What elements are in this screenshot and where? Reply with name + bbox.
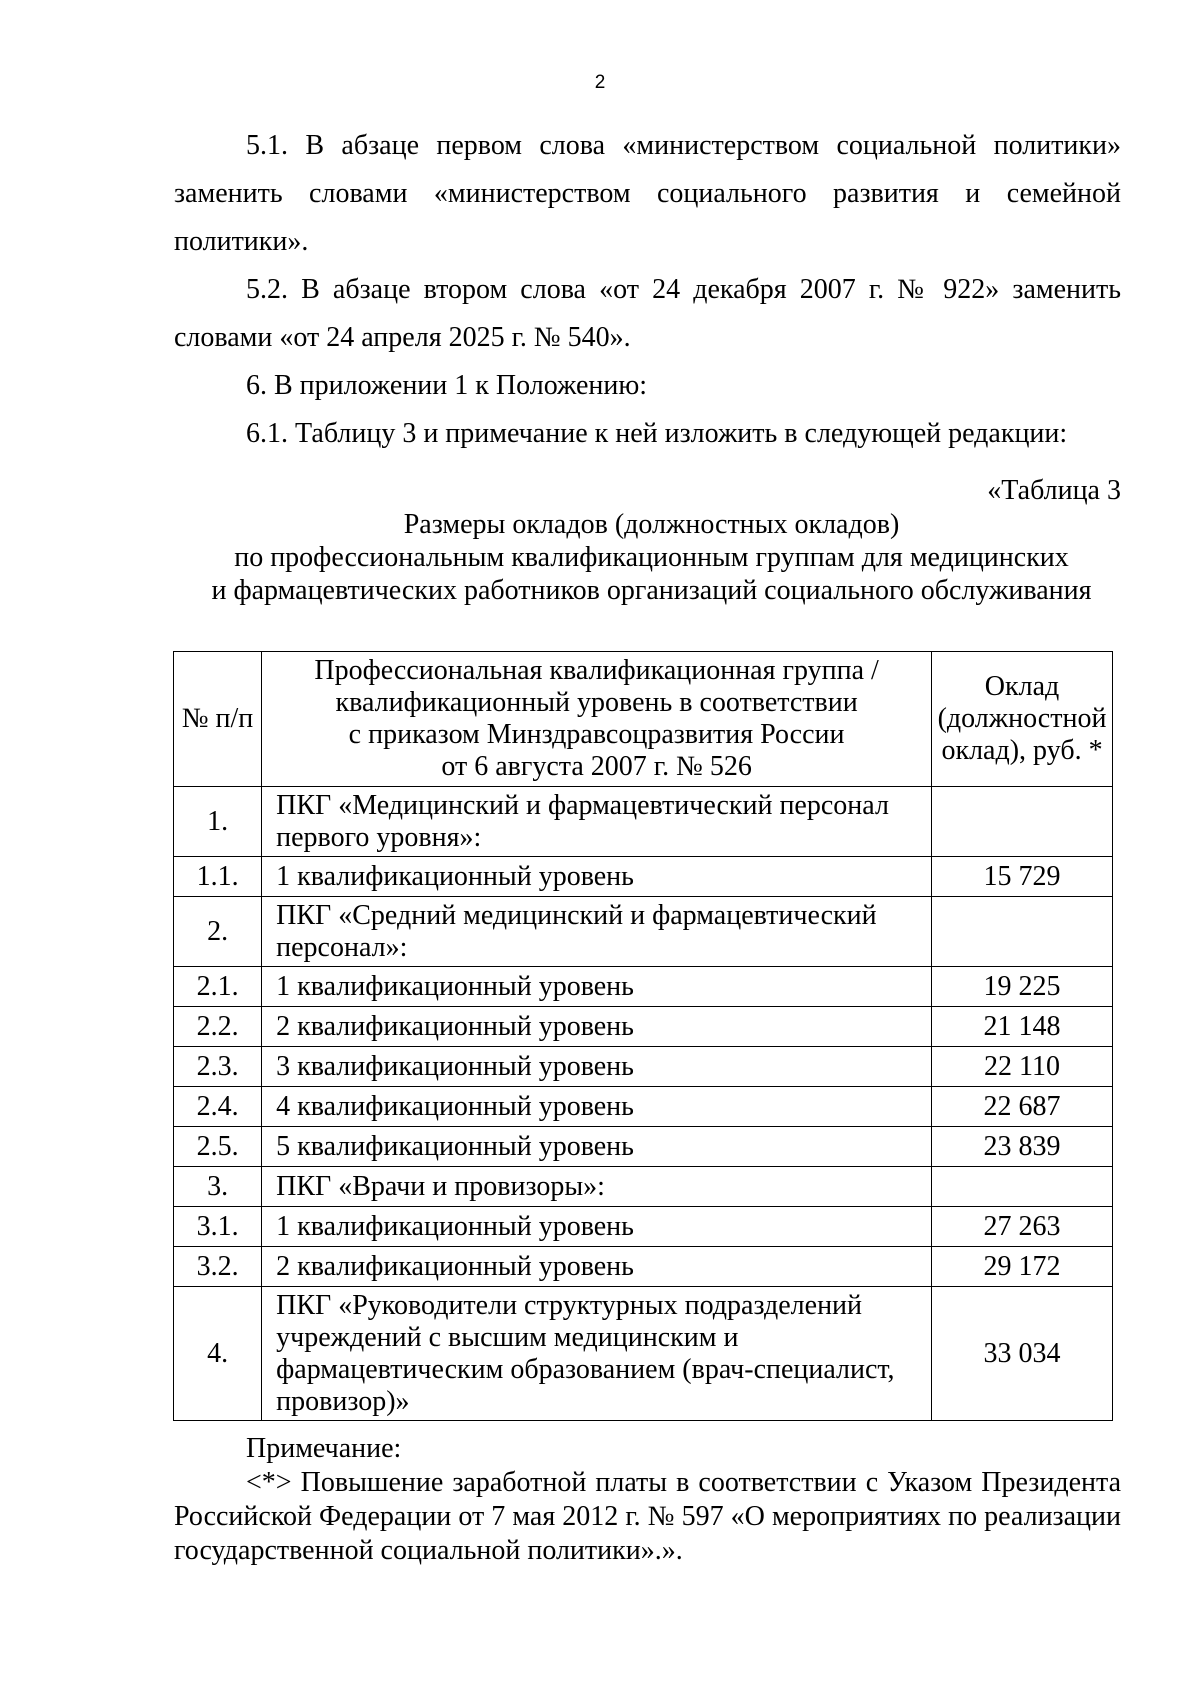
row-value: 22 687: [932, 1087, 1113, 1127]
table-row: [174, 857, 1113, 897]
table-title-line: Размеры окладов (должностных окладов): [403, 509, 900, 540]
body-text: [174, 122, 1121, 458]
row-value: 23 839: [932, 1127, 1113, 1167]
row-value: 19 225: [932, 967, 1113, 1007]
row-name: ПКГ «Медицинский и фармацевтический персонал первого уровня»:: [262, 787, 932, 857]
table-row: [174, 1127, 1113, 1167]
header-value: [932, 652, 1113, 787]
row-num: 2.4.: [174, 1087, 262, 1127]
header-name-line: Профессиональная квалификационная группа /: [314, 655, 879, 686]
row-num: 1.1.: [174, 857, 262, 897]
header-name-line: с приказом Минздравсоцразвития России: [348, 719, 845, 750]
table-label: «Таблица 3: [987, 475, 1121, 506]
note-text: <*> Повышение заработной платы в соответствии с Указом Президента Российской Федерации от 7 мая 2012 г. № 597 «О мероприятиях по реализации государственной социальной политики».».: [174, 1467, 1121, 1566]
table-row: [174, 1247, 1113, 1287]
row-num: 2.2.: [174, 1007, 262, 1047]
header-name: [262, 652, 932, 787]
header-value-line: Оклад: [984, 671, 1060, 702]
row-value: 22 110: [932, 1047, 1113, 1087]
paragraph-6-1: 6.1. Таблицу 3 и примечание к ней изложить в следующей редакции:: [246, 418, 1068, 449]
row-value: 21 148: [932, 1007, 1113, 1047]
row-num: 1.: [174, 787, 262, 857]
row-name: 3 квалификационный уровень: [262, 1047, 932, 1087]
table-header-row: [174, 652, 1113, 787]
row-num: 2.1.: [174, 967, 262, 1007]
row-num: 3.: [174, 1167, 262, 1207]
header-value-line: оклад), руб. *: [941, 735, 1103, 766]
row-value: 15 729: [932, 857, 1113, 897]
row-name: 2 квалификационный уровень: [262, 1007, 932, 1047]
table-row: [174, 787, 1113, 857]
row-num: 2.: [174, 897, 262, 967]
row-value: 29 172: [932, 1247, 1113, 1287]
row-num: 3.1.: [174, 1207, 262, 1247]
table-row: [174, 1167, 1113, 1207]
header-value-line: (должностной: [937, 703, 1107, 734]
salary-table: [173, 651, 1113, 1421]
row-name: 1 квалификационный уровень: [262, 857, 932, 897]
row-name: ПКГ «Средний медицинский и фармацевтический персонал»:: [262, 897, 932, 967]
row-num: 2.3.: [174, 1047, 262, 1087]
table-row: [174, 1087, 1113, 1127]
row-value: 33 034: [932, 1287, 1113, 1421]
row-name: 5 квалификационный уровень: [262, 1127, 932, 1167]
table-title-line: и фармацевтических работников организаций социального обслуживания: [211, 575, 1092, 606]
row-name: 4 квалификационный уровень: [262, 1087, 932, 1127]
row-name: ПКГ «Руководители структурных подразделений учреждений с высшим медицинским и фармацевтическим образованием (врач-специалист, провизор)»: [262, 1287, 932, 1421]
table-title: [174, 508, 1129, 607]
header-name-line: от 6 августа 2007 г. № 526: [441, 751, 752, 782]
row-value: 27 263: [932, 1207, 1113, 1247]
page-number: 2: [594, 72, 606, 93]
row-num: 3.2.: [174, 1247, 262, 1287]
row-name: 2 квалификационный уровень: [262, 1247, 932, 1287]
paragraph-5-1: 5.1. В абзаце первом слова «министерством социальной политики» заменить словами «министерством социального развития и семейной политики».: [174, 130, 1121, 257]
row-value: [932, 897, 1113, 967]
paragraph-5-2: 5.2. В абзаце втором слова «от 24 декабря 2007 г. № 922» заменить словами «от 24 апреля 2025 г. № 540».: [174, 274, 1121, 353]
table-row: [174, 967, 1113, 1007]
note-title: Примечание:: [246, 1433, 402, 1464]
row-name: ПКГ «Врачи и провизоры»:: [262, 1167, 932, 1207]
table-row: [174, 897, 1113, 967]
table-title-line: по профессиональным квалификационным группам для медицинских: [234, 542, 1069, 573]
row-num: 2.5.: [174, 1127, 262, 1167]
row-name: 1 квалификационный уровень: [262, 1207, 932, 1247]
row-num: 4.: [174, 1287, 262, 1421]
paragraph-6: 6. В приложении 1 к Положению:: [246, 370, 648, 401]
table-row: [174, 1047, 1113, 1087]
header-num: № п/п: [174, 652, 262, 787]
table-row: [174, 1287, 1113, 1421]
header-name-line: квалификационный уровень в соответствии: [335, 687, 858, 718]
row-value: [932, 1167, 1113, 1207]
row-name: 1 квалификационный уровень: [262, 967, 932, 1007]
table-row: [174, 1207, 1113, 1247]
row-value: [932, 787, 1113, 857]
note: [174, 1432, 1121, 1568]
table-row: [174, 1007, 1113, 1047]
